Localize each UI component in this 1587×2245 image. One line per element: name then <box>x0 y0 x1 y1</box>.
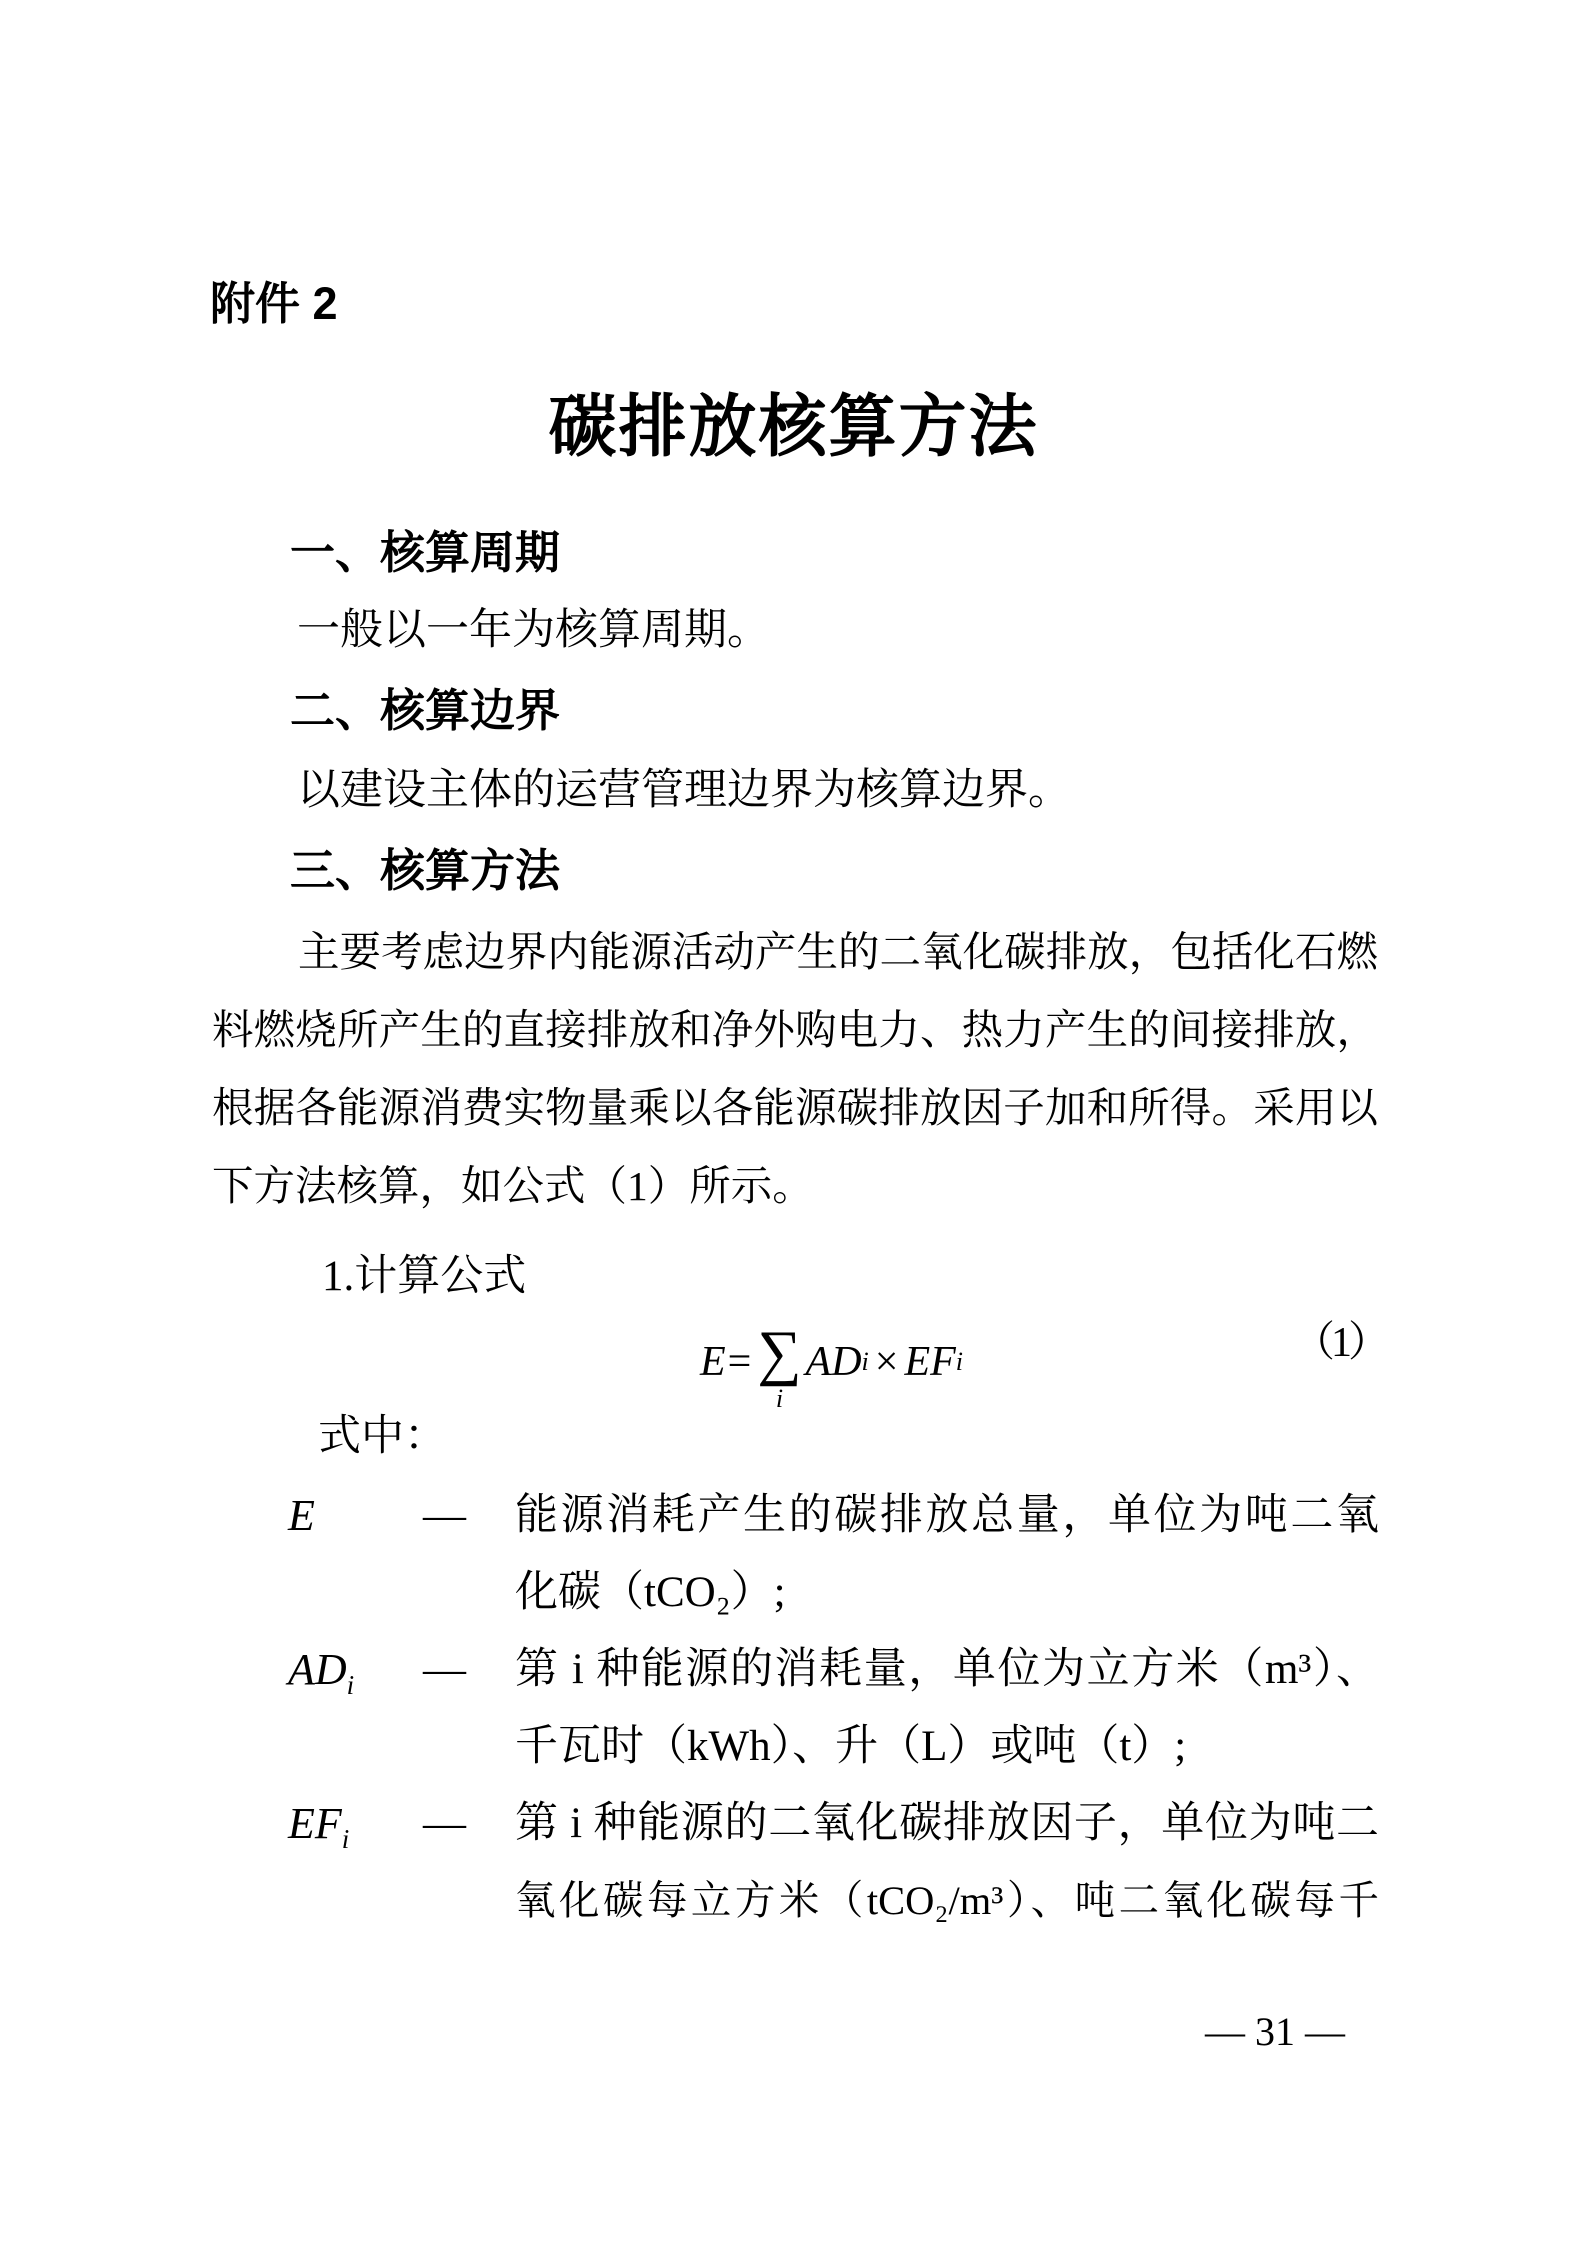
definition-desc-line: 第 i 种能源的二氧化碳排放因子，单位为吨二 <box>515 1800 1379 1847</box>
method-paragraph <box>212 926 1378 1238</box>
paragraph-line: 主要考虑边界内能源活动产生的二氧化碳排放，包括化石燃 <box>298 929 1378 975</box>
calculation-formula-label: 1.计算公式 <box>322 1253 527 1300</box>
definition-dash: — <box>423 1492 466 1539</box>
document-title: 碳排放核算方法 <box>548 389 1039 465</box>
sigma-glyph: ∑ <box>757 1318 802 1387</box>
formula-lhs: E <box>700 1339 726 1385</box>
summation-symbol <box>757 1318 802 1414</box>
formula-term-ef: EF <box>904 1339 956 1385</box>
definition-term-sub: i <box>346 1669 355 1700</box>
section-heading-accounting-method: 三、核算方法 <box>290 845 561 896</box>
definition-term-sub: i <box>341 1823 350 1854</box>
formula-term-ad: AD <box>805 1339 862 1385</box>
section-heading-accounting-period: 一、核算周期 <box>290 527 561 578</box>
section-heading-accounting-boundary: 二、核算边界 <box>290 685 561 736</box>
formula-term-ef-subscript: i <box>955 1347 964 1376</box>
paragraph-line: 下方法核算，如公式（1）所示。 <box>212 1163 814 1209</box>
definition-term <box>288 1644 354 1711</box>
definition-dash: — <box>423 1800 466 1847</box>
page-number: — 31 — <box>1205 2009 1345 2054</box>
paragraph-line: 根据各能源消费实物量乘以各能源碳排放因子加和所得。采用以 <box>212 1085 1378 1131</box>
formula-number: （1） <box>1293 1320 1387 1366</box>
paragraph-line: 料燃烧所产生的直接排放和净外购电力、热力产生的间接排放， <box>212 1007 1378 1053</box>
formula-equals: = <box>727 1339 752 1385</box>
where-label: 式中： <box>318 1413 447 1460</box>
definition-desc-line: 第 i 种能源的消耗量，单位为立方米（m³）、 <box>515 1646 1379 1693</box>
section-body-accounting-boundary: 以建设主体的运营管理边界为核算边界。 <box>297 767 1071 814</box>
definition-term <box>288 1490 315 1557</box>
sigma-index: i <box>775 1384 784 1414</box>
definition-description <box>515 1490 1379 1644</box>
multiplication-sign: × <box>874 1339 899 1385</box>
definition-term-base: E <box>288 1491 315 1540</box>
definition-desc-line: 能源消耗产生的碳排放总量，单位为吨二氧 <box>515 1492 1379 1539</box>
definition-description <box>515 1644 1379 1798</box>
definition-term-base: EF <box>288 1799 342 1848</box>
formula-term-ad-subscript: i <box>861 1347 869 1376</box>
definition-desc-line: 千瓦时（kWh）、升（L）或吨（t）; <box>515 1723 1187 1770</box>
definition-desc-line: 化碳（tCO₂）; <box>515 1569 786 1616</box>
definition-description <box>515 1798 1379 1952</box>
section-body-accounting-period: 一般以一年为核算周期。 <box>297 607 770 654</box>
definition-desc-line: 氧化碳每立方米（tCO₂/m³）、吨二氧化碳每千 <box>515 1878 1379 1923</box>
definition-term <box>288 1798 349 1865</box>
definition-dash: — <box>423 1646 466 1693</box>
emission-formula <box>700 1310 963 1414</box>
attachment-label: 附件 2 <box>210 278 338 329</box>
definition-term-base: AD <box>288 1645 347 1694</box>
